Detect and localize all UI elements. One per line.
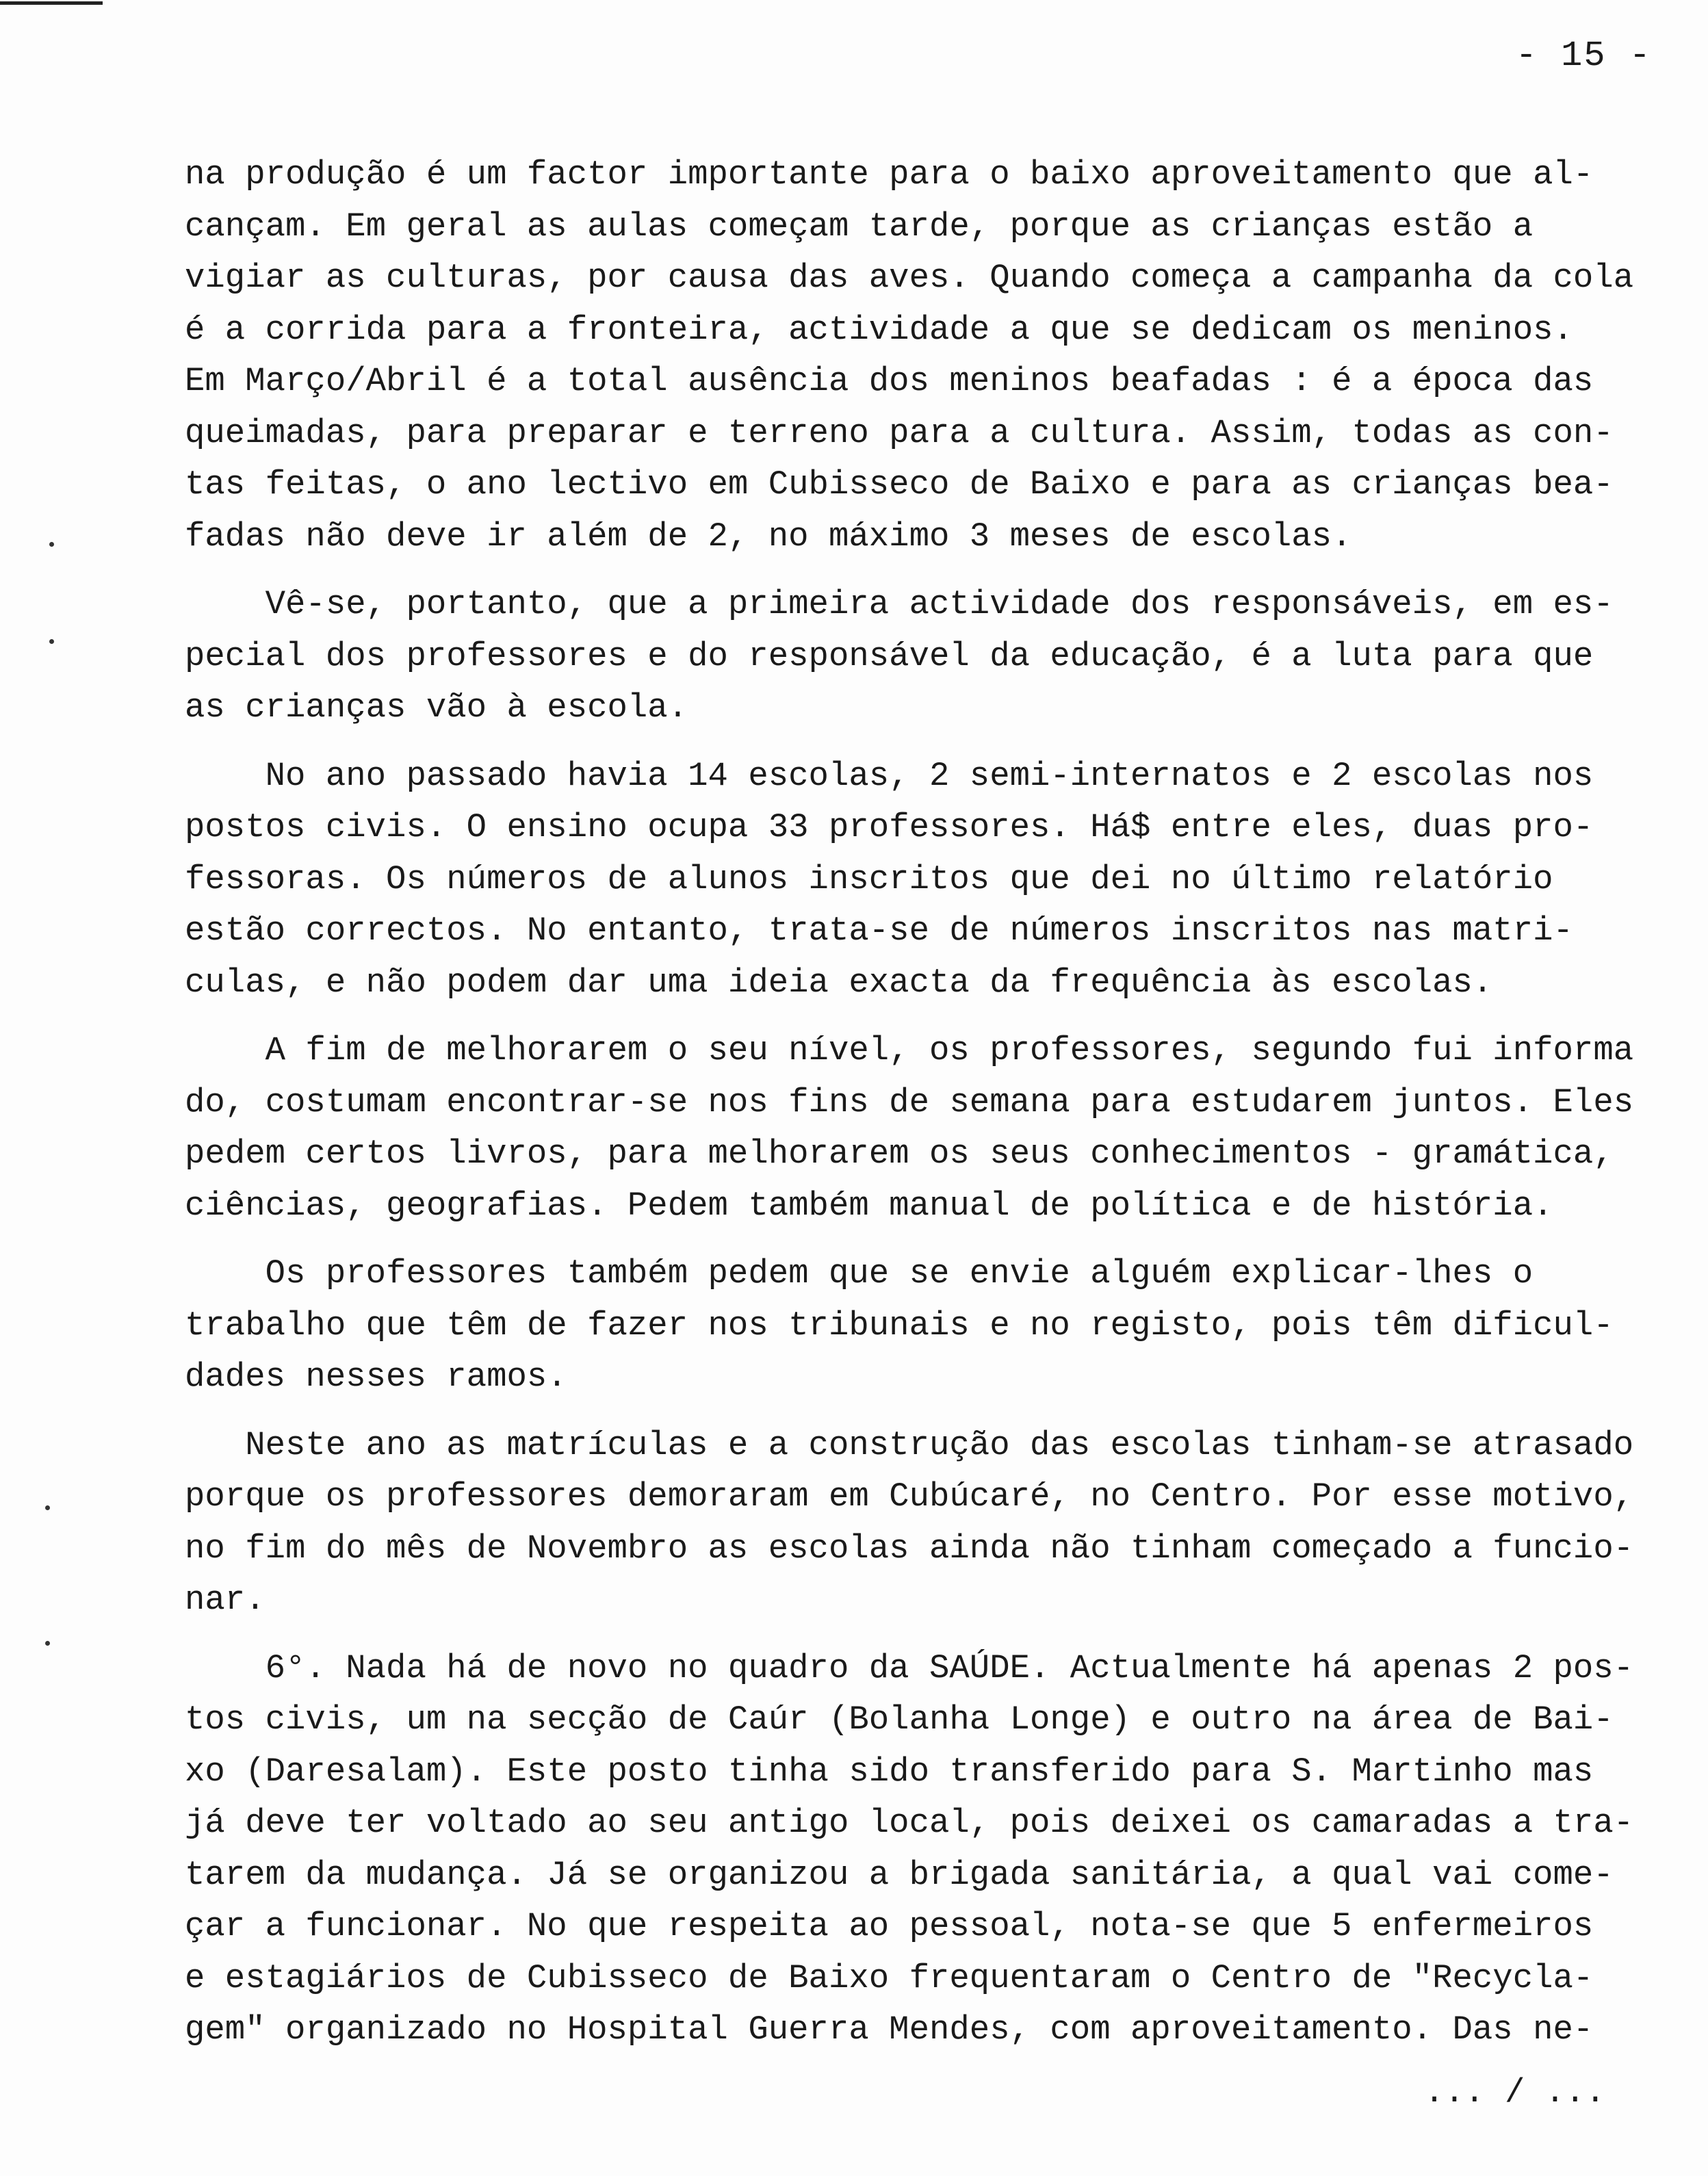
- text-line: gem" organizado no Hospital Guerra Mendes, com aproveitamento. Das ne-: [185, 2010, 1594, 2049]
- text-line: pedem certos livros, para melhorarem os seus conhecimentos - gramática,: [185, 1135, 1614, 1173]
- text-line: postos civis. O ensino ocupa 33 professores. Há$ entre eles, duas pro-: [185, 808, 1594, 846]
- text-line: tas feitas, o ano lectivo em Cubisseco de Baixo e para as crianças bea-: [185, 465, 1614, 504]
- text-line: tarem da mudança. Já se organizou a brigada sanitária, a qual vai come-: [185, 1855, 1614, 1894]
- paragraph: [185, 579, 1677, 734]
- paragraph: [185, 1643, 1677, 2056]
- text-line: estão correctos. No entanto, trata-se de números inscritos nas matri-: [185, 911, 1573, 950]
- text-line: fadas não deve ir além de 2, no máximo 3 meses de escolas.: [185, 517, 1352, 556]
- paragraph: [185, 149, 1677, 562]
- text-line: xo (Daresalam). Este posto tinha sido transferido para S. Martinho mas: [185, 1752, 1594, 1791]
- text-line: No ano passado havia 14 escolas, 2 semi-internatos e 2 escolas nos: [185, 756, 1594, 795]
- text-line: tos civis, um na secção de Caúr (Bolanha Longe) e outro na área de Bai-: [185, 1700, 1614, 1739]
- text-line: culas, e não podem dar uma ideia exacta da frequência às escolas.: [185, 963, 1493, 1002]
- paragraph: [185, 1420, 1677, 1627]
- margin-dot: [49, 639, 54, 644]
- text-line: dades nesses ramos.: [185, 1358, 567, 1396]
- text-line: queimadas, para preparar e terreno para a cultura. Assim, todas as con-: [185, 413, 1614, 452]
- text-line: Os professores também pedem que se envie alguém explicar-lhes o: [185, 1254, 1534, 1293]
- text-line: fessoras. Os números de alunos inscritos que dei no último relatório: [185, 859, 1553, 898]
- text-line: já deve ter voltado ao seu antigo local, pois deixei os camaradas a tra-: [185, 1804, 1634, 1842]
- text-line: vigiar as culturas, por causa das aves. Quando começa a campanha da cola: [185, 259, 1634, 297]
- text-line: e estagiários de Cubisseco de Baixo frequentaram o Centro de "Recycla-: [185, 1958, 1594, 1997]
- paragraph: [185, 751, 1677, 1009]
- text-line: na produção é um factor importante para o baixo aproveitamento que al-: [185, 155, 1594, 194]
- paragraph: [185, 1248, 1677, 1403]
- text-line: A fim de melhorarem o seu nível, os professores, segundo fui informa: [185, 1031, 1634, 1070]
- page-number: - 15 -: [1515, 36, 1652, 76]
- text-line: trabalho que têm de fazer nos tribunais e no registo, pois têm dificul-: [185, 1306, 1614, 1345]
- paragraph: [185, 1025, 1677, 1232]
- text-line: do, costumam encontrar-se nos fins de semana para estudarem juntos. Eles: [185, 1083, 1634, 1122]
- text-line: no fim do mês de Novembro as escolas ainda não tinham começado a funcio-: [185, 1529, 1634, 1568]
- text-line: ciências, geografias. Pedem também manual de política e de história.: [185, 1186, 1553, 1225]
- text-line: as crianças vão à escola.: [185, 688, 688, 727]
- text-line: é a corrida para a fronteira, actividade a que se dedicam os meninos.: [185, 310, 1573, 349]
- top-rule: [0, 1, 103, 5]
- body-text: [185, 149, 1677, 2073]
- text-line: nar.: [185, 1581, 266, 1619]
- margin-dot: [45, 1505, 50, 1510]
- margin-dot: [45, 1641, 50, 1646]
- text-line: Vê-se, portanto, que a primeira actividade dos responsáveis, em es-: [185, 585, 1614, 623]
- text-line: 6°. Nada há de novo no quadro da SAÚDE. Actualmente há apenas 2 pos-: [185, 1648, 1634, 1687]
- margin-dot: [49, 542, 54, 547]
- text-line: çar a funcionar. No que respeita ao pessoal, nota-se que 5 enfermeiros: [185, 1907, 1594, 1945]
- text-line: Neste ano as matrículas e a construção das escolas tinham-se atrasado: [185, 1425, 1634, 1464]
- continuation-marker: ... / ...: [1424, 2073, 1605, 2112]
- text-line: porque os professores demoraram em Cubúcaré, no Centro. Por esse motivo,: [185, 1477, 1634, 1516]
- text-line: pecial dos professores e do responsável da educação, é a luta para que: [185, 636, 1594, 675]
- text-line: cançam. Em geral as aulas começam tarde, porque as crianças estão a: [185, 207, 1534, 246]
- text-line: Em Março/Abril é a total ausência dos meninos beafadas : é a época das: [185, 362, 1594, 400]
